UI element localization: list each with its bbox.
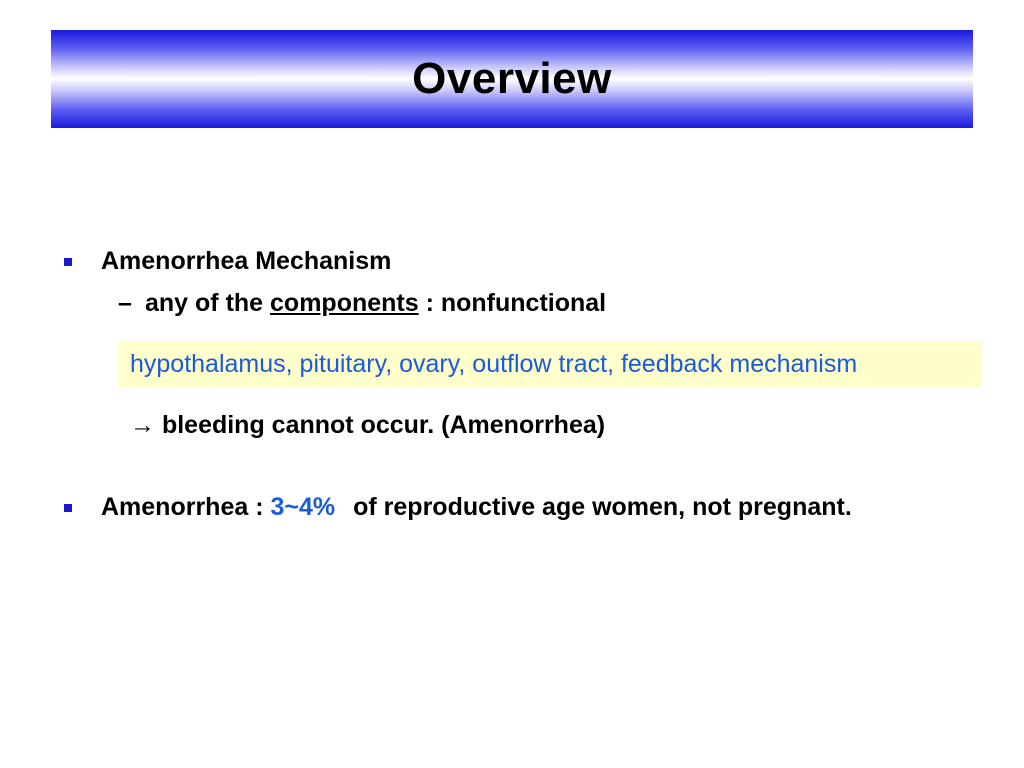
sub-bullet-text — [145, 289, 606, 318]
sub-bullet-suffix: : nonfunctional — [418, 289, 607, 317]
components-highlight-box — [118, 341, 982, 387]
result-text: → bleeding cannot occur. (Amenorrhea) — [130, 411, 606, 439]
sub-bullet-prefix: any of the — [145, 289, 271, 317]
bullet-1-label: Amenorrhea Mechanism — [101, 247, 392, 275]
bullet-2-value: 3~4% — [270, 493, 336, 521]
bullet-square-icon — [64, 504, 72, 512]
bullet-2-suffix: of reproductive age women, not pregnant. — [353, 493, 852, 521]
components-list: hypothalamus, pituitary, ovary, outflow tract, feedback mechanism — [130, 349, 858, 378]
title-bar — [51, 30, 973, 128]
bullet-1-text — [101, 247, 391, 276]
slide-title: Overview — [412, 54, 612, 103]
sub-bullet-underlined: components — [270, 289, 419, 317]
result-line — [130, 411, 605, 440]
bullet-2-prefix: Amenorrhea : — [101, 493, 271, 521]
bullet-2-text — [101, 493, 852, 522]
bullet-square-icon — [64, 258, 72, 266]
sub-bullet-dash: – — [118, 289, 132, 317]
